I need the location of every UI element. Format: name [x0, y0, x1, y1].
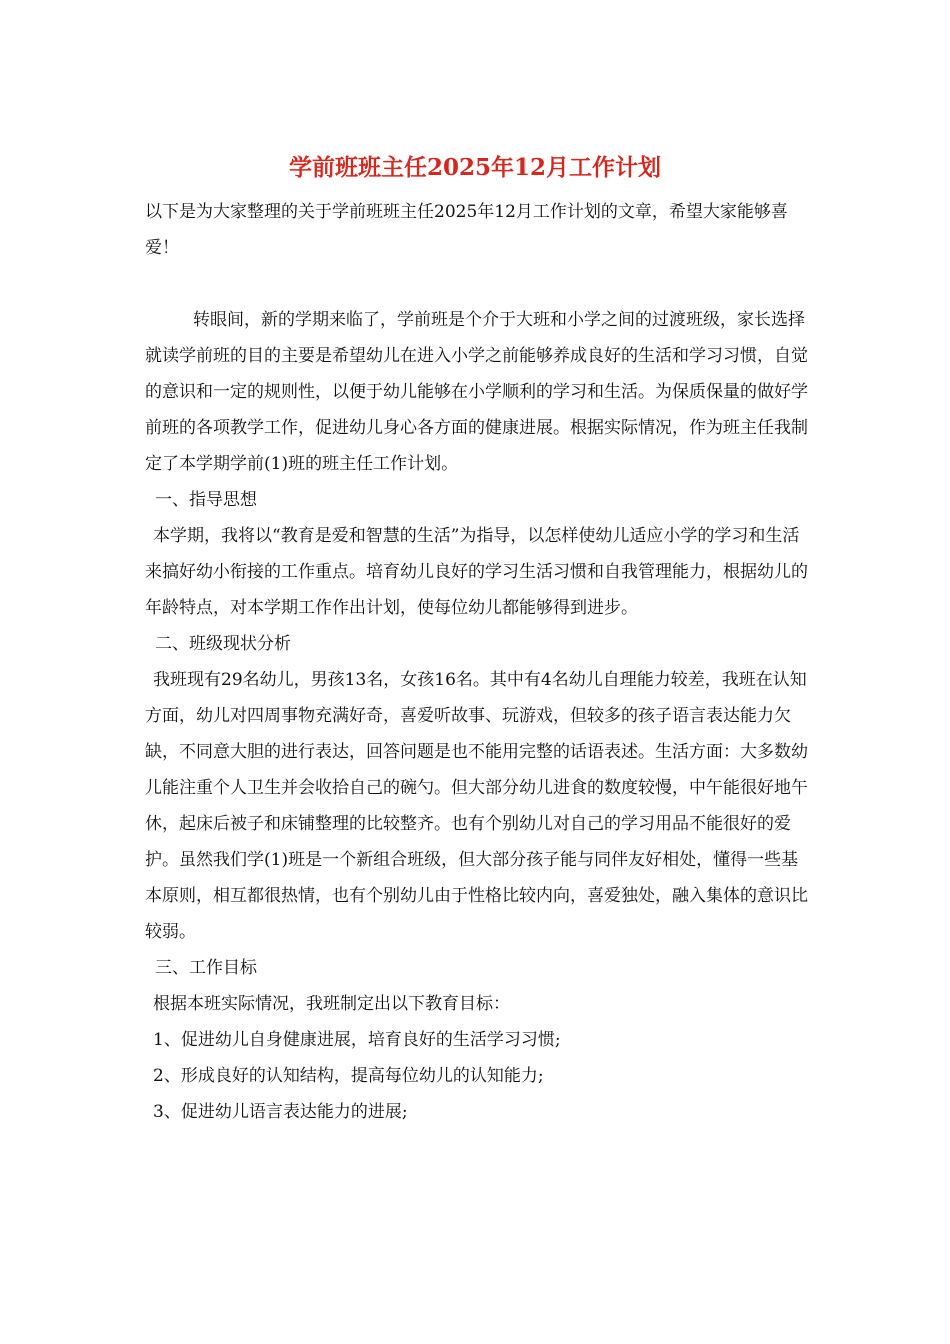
- document-body: [145, 194, 815, 1130]
- section-heading-class-analysis: 二、班级现状分析: [155, 634, 291, 654]
- opening-paragraph: 转眼间，新的学期来临了，学前班是个介于大班和小学之间的过渡班级，家长选择就读学前班的目的主要是希望幼儿在进入小学之前能够养成良好的生活和学习习惯，自觉的意识和一定的规则性，以便于幼儿能够在小学顺利的学习和生活。为保质保量的做好学前班的各项教学工作，促进幼儿身心各方面的健康进展。根据实际情况，作为班主任我制定了本学期学前(1)班的班主任工作计划。: [145, 310, 808, 474]
- goal-item: 1、促进幼儿自身健康进展，培育良好的生活学习习惯;: [153, 1030, 561, 1050]
- goal-item: 2、形成良好的认知结构，提高每位幼儿的认知能力;: [153, 1066, 544, 1086]
- section-text-guiding-thought: 本学期，我将以“教育是爱和智慧的生活”为指导，以怎样使幼儿适应小学的学习和生活来搞好幼小衔接的工作重点。培育幼儿良好的学习生活习惯和自我管理能力，根据幼儿的年龄特点，对本学期工作作出计划，使每位幼儿都能够得到进步。: [145, 526, 808, 618]
- section-heading-guiding-thought: 一、指导思想: [155, 490, 257, 510]
- section-heading-work-goals: 三、工作目标: [155, 958, 257, 978]
- section-text-class-analysis: 我班现有29名幼儿，男孩13名，女孩16名。其中有4名幼儿自理能力较差，我班在认知方面，幼儿对四周事物充满好奇，喜爱听故事、玩游戏，但较多的孩子语言表达能力欠缺，不同意大胆的进行表达，回答问题是也不能用完整的话语表述。生活方面：大多数幼儿能注重个人卫生并会收拾自己的碗勺。但大部分幼儿进食的数度较慢，中午能很好地午休，起床后被子和床铺整理的比较整齐。也有个别幼儿对自己的学习用品不能很好的爱护。虽然我们学(1)班是一个新组合班级，但大部分孩子能与同伴友好相处，懂得一些基本原则，相互都很热情，也有个别幼儿由于性格比较内向，喜爱独处，融入集体的意识比较弱。: [145, 670, 808, 942]
- goal-item: 3、促进幼儿语言表达能力的进展;: [153, 1102, 408, 1122]
- document-title: 学前班班主任2025年12月工作计划: [288, 154, 662, 181]
- intro-paragraph: 以下是为大家整理的关于学前班班主任2025年12月工作计划的文章，希望大家能够喜爱！: [145, 202, 788, 258]
- section-text-work-goals: 根据本班实际情况，我班制定出以下教育目标：: [153, 994, 510, 1014]
